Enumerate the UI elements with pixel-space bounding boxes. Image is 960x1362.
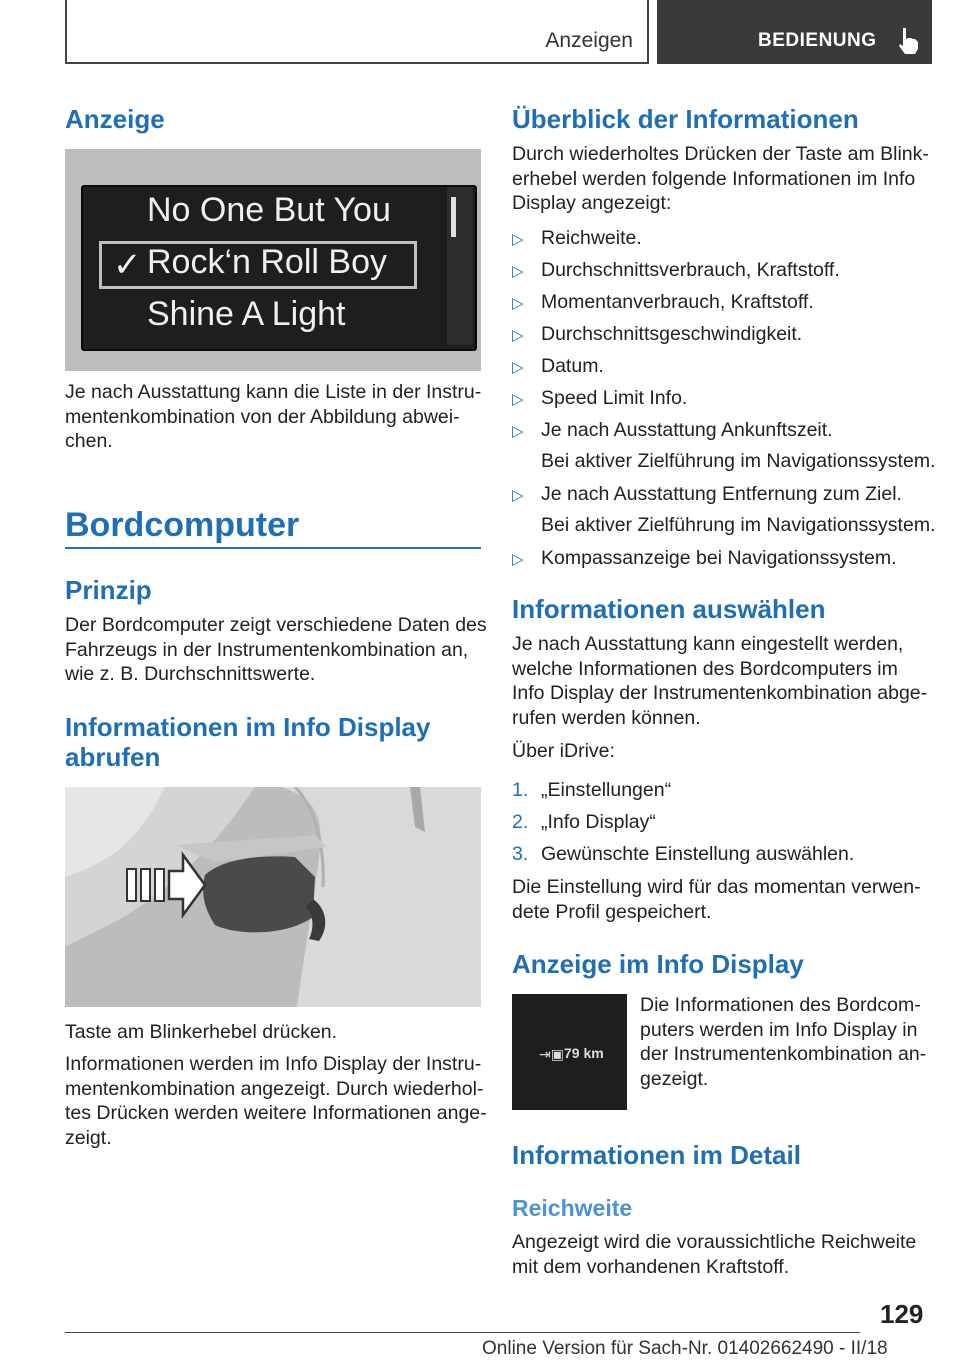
range-display-image: [512, 994, 627, 1110]
ueberblick-intro: Durch wiederholtes Drücken der Taste am Blink- erhebel werden folgende Informationen im Info Display angezeigt:: [512, 143, 929, 214]
checkmark-icon: ✓: [113, 246, 142, 284]
list-item: ▷ Durchschnittsverbrauch, Kraftstoff.: [512, 258, 840, 285]
step-item: 1. „Einstellungen“: [512, 779, 672, 801]
section-divider: [65, 547, 481, 549]
abrufen-heading-line2: abrufen: [65, 742, 161, 772]
step-item: 2. „Info Display“: [512, 811, 656, 833]
anzeige-heading: Anzeige: [65, 104, 165, 134]
anzeige-info-heading: Anzeige im Info Display: [512, 949, 804, 979]
reichweite-subheading: Reichweite: [512, 1195, 633, 1221]
bullet-triangle-icon: ▷: [512, 551, 524, 568]
lever-illustration: [65, 787, 481, 1007]
step-item: 3. Gewünschte Einstellung auswählen.: [512, 843, 855, 865]
step-number: 2.: [512, 811, 529, 833]
bullet-triangle-icon: ▷: [512, 487, 524, 504]
turn-signal-lever-image: [65, 787, 481, 1007]
bullet-triangle-icon: ▷: [512, 423, 524, 440]
header-section-label: Anzeigen: [545, 29, 633, 52]
fuel-pump-icon: ⇥▣: [539, 1046, 564, 1062]
header-chapter-box: [657, 0, 932, 64]
list-item-note: Bei aktiver Zielführung im Navigationssystem.: [541, 450, 936, 472]
auswaehlen-heading: Informationen auswählen: [512, 594, 826, 624]
range-value: 79 km: [564, 1045, 604, 1061]
header-chapter-label: BEDIENUNG: [758, 30, 877, 51]
pointing-hand-icon: [894, 26, 920, 54]
list-item: ▷ Je nach Ausstattung Entfernung zum Ziel.: [512, 482, 902, 509]
abrufen-caption: Taste am Blinkerhebel drücken.: [65, 1021, 338, 1043]
bordcomputer-heading: Bordcomputer: [65, 506, 300, 544]
prinzip-heading: Prinzip: [65, 575, 152, 605]
list-item: ▷ Datum.: [512, 354, 604, 381]
step-number: 1.: [512, 779, 529, 801]
reichweite-paragraph: Angezeigt wird die voraussichtliche Reichweite mit dem vorhandenen Kraftstoff.: [512, 1231, 917, 1278]
abrufen-paragraph: Informationen werden im Info Display der Instru- mentenkombination angezeigt. Durch wiederhol- tes Drücken werden weitere Informationen ange- zeigt.: [65, 1053, 487, 1149]
display-list-item: No One But You: [147, 191, 391, 229]
step-number: 3.: [512, 843, 529, 865]
detail-heading: Informationen im Detail: [512, 1140, 801, 1170]
header-section-box: [65, 0, 649, 64]
prinzip-paragraph: Der Bordcomputer zeigt verschiedene Daten des Fahrzeugs in der Instrumentenkombination an, wie z. B. Durchschnittswerte.: [65, 614, 487, 685]
list-item: ▷ Speed Limit Info.: [512, 386, 687, 413]
bullet-triangle-icon: ▷: [512, 263, 524, 280]
display-scrollbar-thumb: [451, 197, 456, 237]
idrive-label: Über iDrive:: [512, 740, 615, 762]
bullet-triangle-icon: ▷: [512, 231, 524, 248]
display-list-item: Shine A Light: [147, 295, 346, 333]
list-item: ▷ Reichweite.: [512, 226, 642, 253]
abrufen-heading-line1: Informationen im Info Display: [65, 712, 431, 742]
bullet-triangle-icon: ▷: [512, 391, 524, 408]
anzeige-paragraph: Je nach Ausstattung kann die Liste in der Instru- mentenkombination von der Abbildung abwei- chen.: [65, 381, 482, 452]
ueberblick-heading: Überblick der Informationen: [512, 104, 859, 134]
footer-online-version: Online Version für Sach-Nr. 01402662490 - II/18: [482, 1338, 888, 1359]
list-item: ▷ Momentanverbrauch, Kraftstoff.: [512, 290, 814, 317]
anzeige-info-paragraph: Die Informationen des Bordcom- puters werden im Info Display in der Instrumentenkombination an- gezeigt.: [640, 994, 927, 1090]
display-screen: [81, 185, 477, 351]
list-item: ▷ Je nach Ausstattung Ankunftszeit.: [512, 418, 833, 445]
bullet-triangle-icon: ▷: [512, 359, 524, 376]
page-number: 129: [880, 1299, 924, 1329]
bullet-triangle-icon: ▷: [512, 295, 524, 312]
display-list-image: [65, 149, 481, 371]
list-item: ▷ Durchschnittsgeschwindigkeit.: [512, 322, 802, 349]
display-list-item-selected: Rock‘n Roll Boy: [147, 243, 387, 281]
steps-after-paragraph: Die Einstellung wird für das momentan verwen- dete Profil gespeichert.: [512, 876, 921, 923]
list-item-note: Bei aktiver Zielführung im Navigationssystem.: [541, 514, 936, 536]
footer-divider: [65, 1332, 860, 1333]
list-item: ▷ Kompassanzeige bei Navigationssystem.: [512, 546, 897, 573]
auswaehlen-paragraph: Je nach Ausstattung kann eingestellt werden, welche Informationen des Bordcomputers im Info Display der Instrumentenkombination abge- rufen werden können.: [512, 633, 928, 729]
bullet-triangle-icon: ▷: [512, 327, 524, 344]
